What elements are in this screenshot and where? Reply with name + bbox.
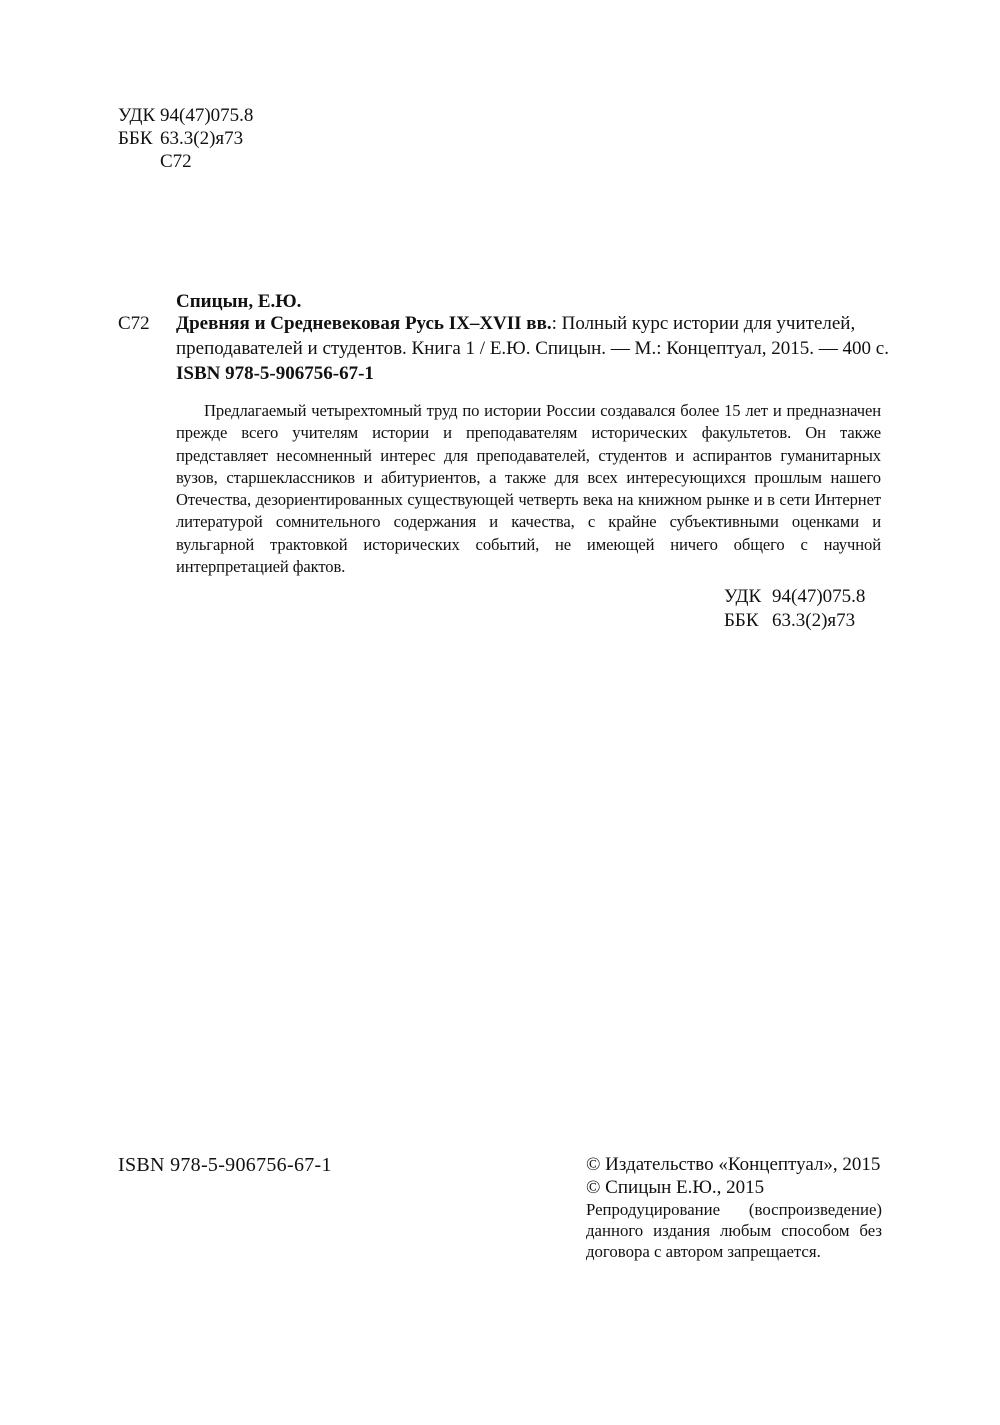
bbk-label: ББК [118,128,153,149]
reproduction-notice-text: Репродуцирование (воспроизведение) данного издания любым способом без договора с автором запрещается. [586,1200,882,1261]
isbn-bottom: ISBN 978-5-906756-67-1 [118,1154,332,1176]
copyright-author: © Спицын Е.Ю., 2015 [586,1177,765,1198]
udk-label-bottom: УДК [724,586,762,607]
classification-codes-bottom [724,585,865,633]
classification-codes-top [118,104,253,173]
udk-label: УДК [118,105,156,126]
catalog-call-number: С72 [118,313,150,334]
catalog-title: Древняя и Средневековая Русь IX–XVII вв. [176,313,552,334]
abstract-text: Предлагаемый четырехтомный труд по истории России создавался более 15 лет и предназначен прежде всего учителям истории и преподавателям исторических факультетов. Он также представляет несомненный интерес для преподавателей, студентов и аспирантов гуманитарных вузов, старшеклассников и абитуриентов, а также для всех интересующихся прошлым нашего Отечества, дезориентированных существующей четверть века на книжном рынке и в сети Интернет литературой сомнительного содержания и качества, с крайне субъективными оценками и вульгарной трактовкой исторических событий, не имеющей ничего общего с научной интерпретацией фактов. [176,401,881,577]
bbk-value: 63.3(2)я73 [160,128,244,149]
copyright-publisher: © Издательство «Концептуал», 2015 [586,1154,881,1175]
abstract [176,400,881,578]
bbk-value-bottom: 63.3(2)я73 [772,610,856,631]
catalog-author: Спицын, Е.Ю. [176,291,302,312]
catalog-title-line2: преподавателей и студентов. Книга 1 / Е.Ю. Спицын. — М.: Концептуал, 2015. — 400 с. [176,338,889,359]
catalog-title-rest: : Полный курс истории для учителей, [551,313,856,334]
catalog-title-line [176,312,855,336]
author-mark: С72 [160,151,192,172]
reproduction-notice [586,1199,882,1262]
udk-value: 94(47)075.8 [160,105,254,126]
bbk-label-bottom: ББК [724,610,759,631]
catalog-isbn: ISBN 978-5-906756-67-1 [176,363,374,384]
udk-value-bottom: 94(47)075.8 [772,586,866,607]
